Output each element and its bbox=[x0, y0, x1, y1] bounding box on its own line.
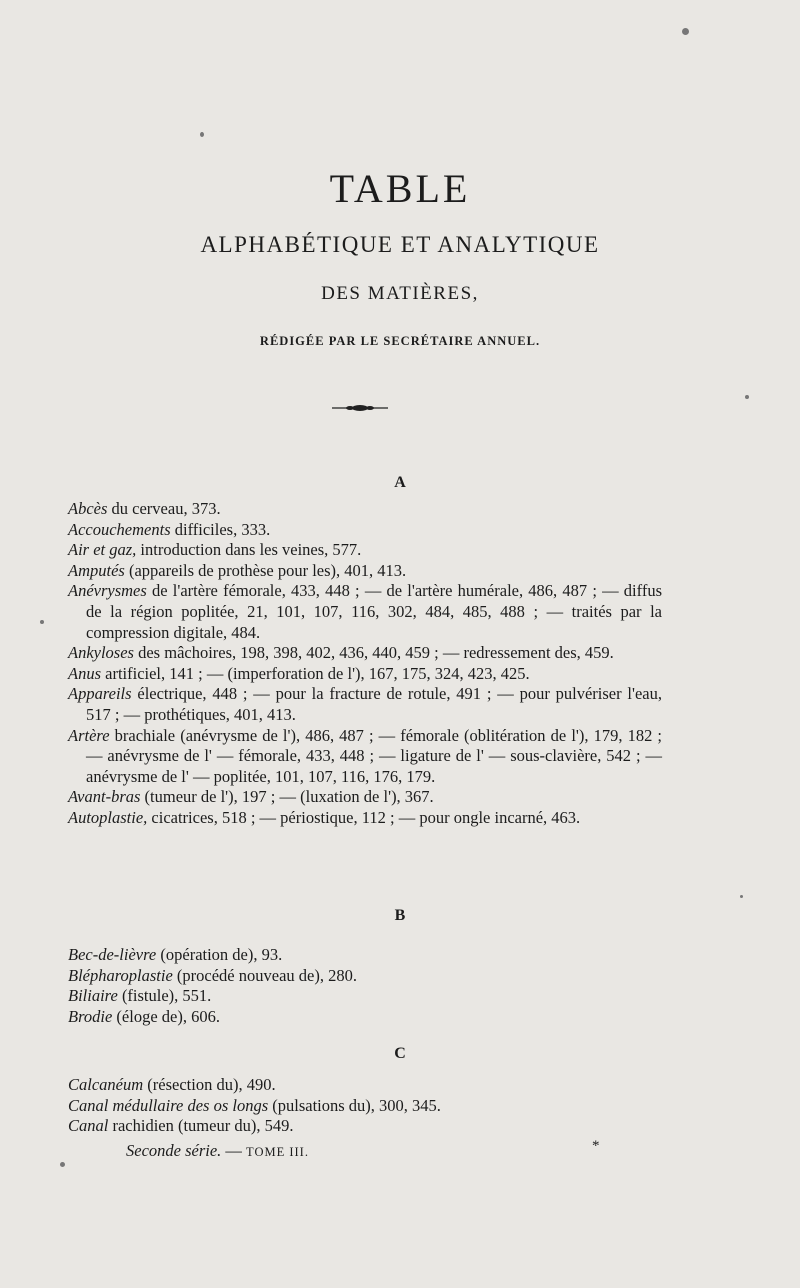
index-entry bbox=[68, 581, 662, 643]
index-entry bbox=[68, 1007, 662, 1028]
entry-term: Canal bbox=[68, 1116, 109, 1136]
index-entry bbox=[68, 966, 662, 987]
entry-term: Calcanéum bbox=[68, 1075, 144, 1094]
entry-text: (opération de), 93. bbox=[156, 945, 283, 964]
entry-term: Ankyloses bbox=[68, 643, 134, 663]
entry-term: Autoplastie, bbox=[68, 807, 148, 827]
entry-text: du cerveau, 373. bbox=[107, 499, 221, 518]
index-entry bbox=[68, 1075, 662, 1096]
section-b-entries bbox=[68, 945, 662, 1027]
entry-term: Abcès bbox=[68, 499, 108, 518]
index-entry bbox=[68, 787, 662, 808]
index-entry bbox=[68, 808, 662, 829]
entry-text: (fistule), 551. bbox=[117, 986, 212, 1006]
entry-term: Canal médullaire des os longs bbox=[68, 1095, 269, 1115]
index-entry bbox=[68, 520, 662, 541]
entry-text: rachidien (tumeur du), 549. bbox=[108, 1116, 294, 1136]
entry-text: (résection du), 490. bbox=[143, 1075, 276, 1094]
entry-term: Blépharoplastie bbox=[68, 965, 173, 985]
index-entry bbox=[68, 643, 662, 664]
paper-speck bbox=[200, 132, 204, 137]
paper-speck bbox=[745, 395, 749, 399]
index-entry bbox=[68, 986, 662, 1007]
index-entry bbox=[68, 499, 662, 520]
entry-term: Avant-bras bbox=[68, 787, 141, 807]
section-letter-c: C bbox=[394, 1045, 406, 1062]
index-entry bbox=[68, 1096, 662, 1117]
entry-term: Artère bbox=[68, 725, 110, 745]
entry-term: Biliaire bbox=[68, 986, 118, 1006]
footer-dash: — bbox=[221, 1141, 247, 1160]
page-subtitle: ALPHABÉTIQUE ET ANALYTIQUE bbox=[200, 232, 600, 257]
entry-text: de l'artère fémorale, 433, 448 ; — de l'artère humérale, 486, 487 ; — diffus de la région poplitée, 21, 101, 107, 116, 302, 484, 485, 488 ; — traités par la compression digitale, 484. bbox=[86, 581, 662, 642]
paper-speck bbox=[40, 620, 44, 624]
entry-term: Anévrysmes bbox=[68, 581, 147, 601]
section-letter-a: A bbox=[394, 474, 406, 491]
entry-text: artificiel, 141 ; — (imperforation de l'), 167, 175, 324, 423, 425. bbox=[101, 663, 530, 683]
index-entry bbox=[68, 540, 662, 561]
index-entry bbox=[68, 664, 662, 685]
tome-label: TOME III. bbox=[246, 1145, 309, 1159]
entry-text: des mâchoires, 198, 398, 402, 436, 440, 459 ; — redressement des, 459. bbox=[133, 643, 614, 663]
entry-text: (procédé nouveau de), 280. bbox=[172, 965, 357, 985]
entry-text: introduction dans les veines, 577. bbox=[136, 540, 362, 560]
entry-text: (tumeur de l'), 197 ; — (luxation de l'), 367. bbox=[140, 787, 434, 807]
entry-term: Brodie bbox=[68, 1006, 113, 1026]
index-entry bbox=[68, 684, 662, 725]
signature-line bbox=[126, 1141, 309, 1161]
page-title: TABLE bbox=[329, 166, 471, 211]
page-subtitle-2: DES MATIÈRES, bbox=[321, 283, 479, 304]
section-a-entries bbox=[68, 499, 662, 829]
index-entry bbox=[68, 561, 662, 582]
entry-text: difficiles, 333. bbox=[170, 519, 271, 539]
paper-speck bbox=[682, 28, 689, 35]
entry-term: Amputés bbox=[68, 560, 125, 580]
paper-speck bbox=[740, 895, 743, 898]
entry-text: (appareils de prothèse pour les), 401, 413. bbox=[124, 560, 407, 580]
paper-speck bbox=[60, 1162, 65, 1167]
asterisk-mark: * bbox=[592, 1138, 600, 1154]
series-label: Seconde série. bbox=[126, 1141, 222, 1160]
entry-text: (pulsations du), 300, 345. bbox=[268, 1095, 441, 1115]
entry-term: Air et gaz, bbox=[68, 540, 137, 560]
entry-term: Bec-de-lièvre bbox=[68, 945, 157, 964]
entry-term: Accouchements bbox=[68, 519, 171, 539]
section-c-entries bbox=[68, 1075, 662, 1137]
editor-note: RÉDIGÉE PAR LE SECRÉTAIRE ANNUEL. bbox=[259, 334, 541, 348]
entry-term: Appareils bbox=[68, 684, 132, 704]
index-entry bbox=[68, 945, 662, 966]
entry-term: Anus bbox=[68, 663, 101, 683]
entry-text: cicatrices, 518 ; — périostique, 112 ; — pour ongle incarné, 463. bbox=[147, 807, 581, 827]
entry-text: électrique, 448 ; — pour la fracture de rotule, 491 ; — pour pulvériser l'eau, 517 ; — prothétiques, 401, 413. bbox=[86, 684, 662, 724]
section-letter-b: B bbox=[394, 907, 406, 924]
entry-text: (éloge de), 606. bbox=[112, 1006, 220, 1026]
ornament-rule-icon bbox=[330, 402, 390, 414]
index-entry bbox=[68, 726, 662, 788]
index-entry bbox=[68, 1116, 662, 1137]
entry-text: brachiale (anévrysme de l'), 486, 487 ; — fémorale (oblitération de l'), 179, 182 ; — anévrysme de l' — fémorale, 433, 448 ; — ligature de l' — sous-clavière, 542 ; — anévrysme de l' — poplitée, 101, 107, 116, 176, 179. bbox=[86, 725, 662, 786]
